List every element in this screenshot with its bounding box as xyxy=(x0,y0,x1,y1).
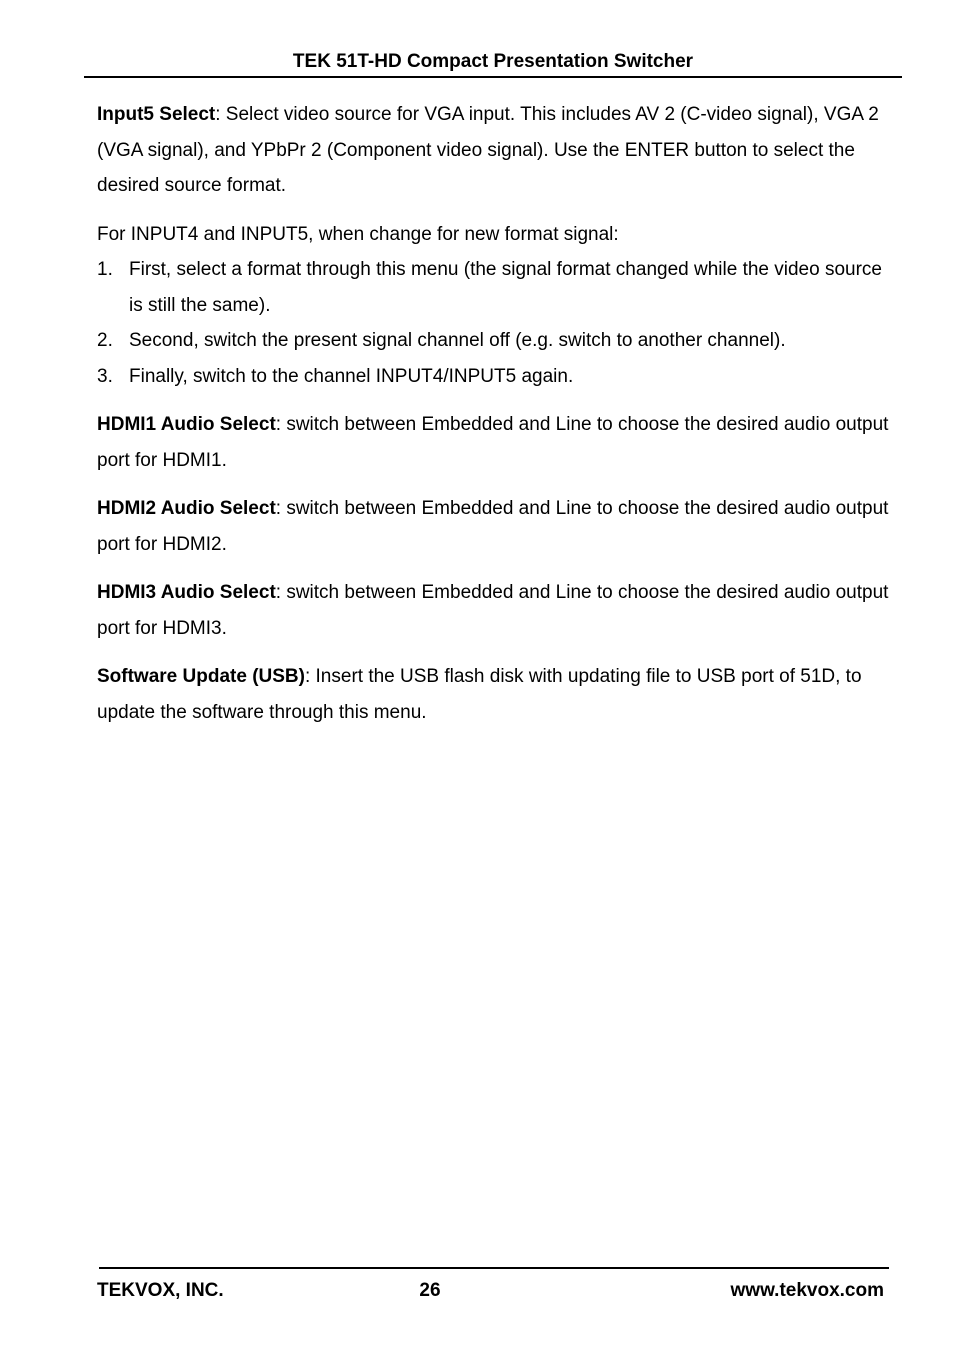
hdmi2-audio-term: HDMI2 Audio Select xyxy=(97,498,276,519)
list-item-number: 1. xyxy=(97,259,113,280)
input5-select-paragraph xyxy=(97,97,897,204)
format-change-steps xyxy=(97,252,897,394)
input5-select-description: : Select video source for VGA input. This includes AV 2 (C-video signal), VGA 2 (VGA signal), and YPbPr 2 (Component video signal). Use the ENTER button to select the desired source format. xyxy=(97,104,879,196)
list-item xyxy=(97,252,897,323)
footer-divider xyxy=(99,1267,889,1269)
hdmi2-audio-paragraph xyxy=(97,491,897,562)
hdmi3-audio-term: HDMI3 Audio Select xyxy=(97,582,276,603)
footer-company: TEKVOX, INC. xyxy=(97,1280,224,1301)
list-item-text: Finally, switch to the channel INPUT4/INPUT5 again. xyxy=(129,365,574,387)
document-body xyxy=(97,97,897,743)
list-item-text: Second, switch the present signal channel off (e.g. switch to another channel). xyxy=(129,330,786,351)
software-update-paragraph xyxy=(97,659,897,730)
hdmi3-audio-paragraph xyxy=(97,575,897,646)
hdmi1-audio-term: HDMI1 Audio Select xyxy=(97,414,276,435)
list-item xyxy=(97,359,897,395)
footer-website: www.tekvox.com xyxy=(730,1280,884,1301)
footer-page-number: 26 xyxy=(419,1280,441,1301)
format-change-intro: For INPUT4 and INPUT5, when change for new format signal: xyxy=(97,223,619,245)
software-update-description: : Insert the USB flash disk with updating file to USB port of 51D, to update the software through this menu. xyxy=(97,666,862,723)
hdmi1-audio-description: : switch between Embedded and Line to choose the desired audio output port for HDMI1. xyxy=(97,414,889,471)
list-item xyxy=(97,323,897,359)
list-item-number: 2. xyxy=(97,330,113,351)
list-item-text: First, select a format through this menu (the signal format changed while the video source is still the same). xyxy=(129,259,882,316)
page-header-title: TEK 51T-HD Compact Presentation Switcher xyxy=(292,51,694,72)
list-item-number: 3. xyxy=(97,365,113,387)
hdmi3-audio-description: : switch between Embedded and Line to choose the desired audio output port for HDMI3. xyxy=(97,582,889,639)
hdmi2-audio-description: : switch between Embedded and Line to choose the desired audio output port for HDMI2. xyxy=(97,498,889,555)
header-divider xyxy=(84,76,902,78)
input5-select-term: Input5 Select xyxy=(97,104,216,125)
hdmi1-audio-paragraph xyxy=(97,407,897,478)
software-update-term: Software Update (USB) xyxy=(97,666,305,687)
